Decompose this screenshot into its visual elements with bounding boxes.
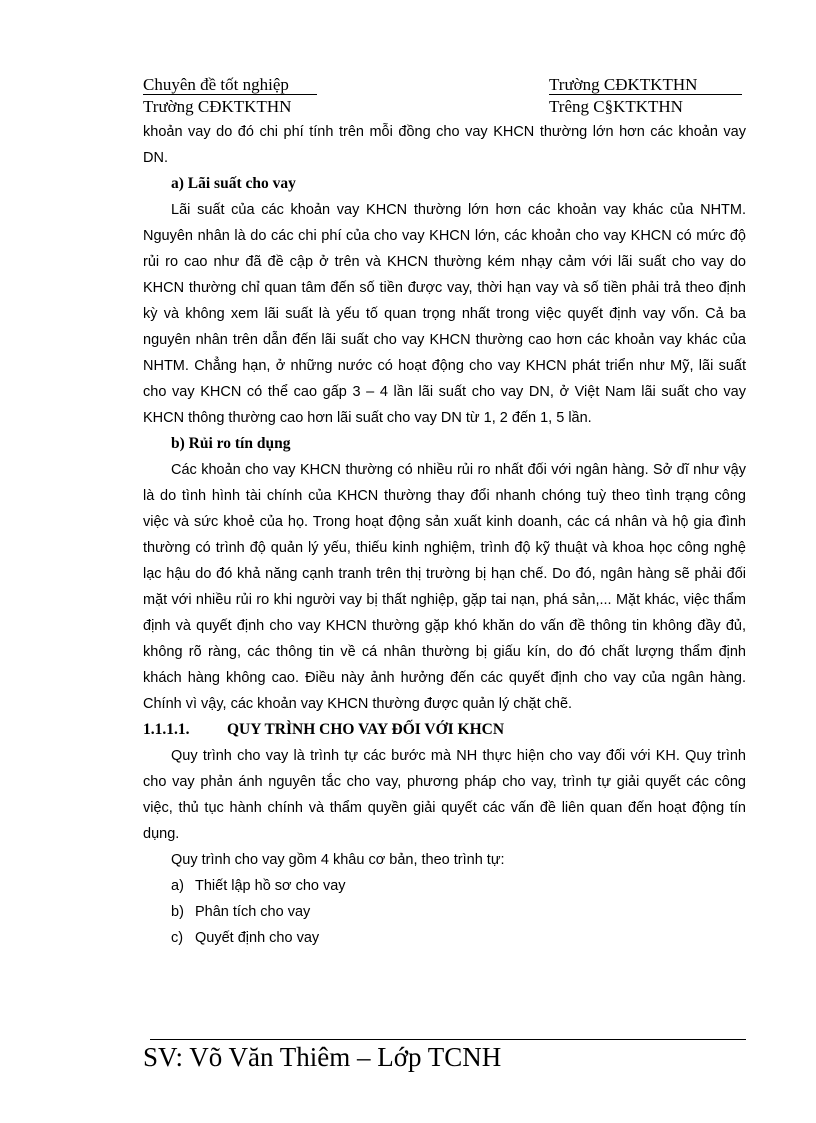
list-item — [143, 899, 746, 925]
header-underline-left — [143, 94, 317, 95]
list-item — [143, 925, 746, 951]
heading-interest-rate: a) Lãi suất cho vay — [171, 175, 296, 192]
header-underline-right — [549, 94, 742, 95]
list-marker: c) — [171, 930, 184, 946]
section-number: 1.1.1.1. — [143, 721, 190, 738]
header-school-name-2: Trường CĐKTKTHN — [143, 97, 292, 116]
section-heading — [143, 717, 746, 743]
paragraph-intro: khoản vay do đó chi phí tính trên mỗi đồng cho vay KHCN thường lớn hơn các khoản vay DN. — [143, 124, 746, 166]
paragraph-credit-risk: Các khoản cho vay KHCN thường có nhiều rủi ro nhất đối với ngân hàng. Sở dĩ như vậy là do tình hình tài chính của KHCN thường thay đổi nhanh chóng tuỳ theo tình trạng công việc và sức khoẻ của họ. Trong hoạt động sản xuất kinh doanh, các cá nhân và hộ gia đình thường có trình độ quản lý yếu, thiếu kinh nghiệm, trình độ kỹ thuật và khoa học công nghệ lạc hậu do đó khả năng cạnh tranh trên thị trường bị hạn chế. Do đó, ngân hàng sẽ phải đối mặt với nhiều rủi ro khi người vay bị thất nghiệp, gặp tai nạn, phá sản,... Mặt khác, việc thẩm định và quyết định cho vay KHCN thường gặp khó khăn do vấn đề thông tin không đầy đủ, không rõ ràng, các thông tin về cá nhân thường bị giấu kín, do đó chất lượng thẩm định khách hàng không cao. Điều này ảnh hưởng đến các quyết định cho vay của ngân hàng. Chính vì vậy, các khoản vay KHCN thường được quản lý chặt chẽ. — [143, 462, 746, 712]
list-marker: a) — [171, 878, 184, 894]
list-item-text: Quyết định cho vay — [195, 930, 320, 946]
footer-student-info: SV: Võ Văn Thiêm – Lớp TCNH — [143, 1042, 502, 1072]
header-school-name: Trường CĐKTKTHN — [549, 75, 698, 94]
list-item-text: Phân tích cho vay — [195, 904, 311, 920]
list-marker: b) — [171, 904, 184, 920]
header-line-1 — [143, 74, 743, 96]
paragraph-interest-rate: Lãi suất của các khoản vay KHCN thường lớn hơn các khoản vay khác của NHTM. Nguyên nhân là do các chi phí của cho vay KHCN lớn, các khoản cho vay KHCN có mức độ rủi ro cao như đã đề cập ở trên và KHCN thường kém nhạy cảm với lãi suất cho vay do KHCN thường chỉ quan tâm đến số tiền được vay, thời hạn vay và số tiền phải trả theo định kỳ và không xem lãi suất là yếu tố quan trọng nhất trong việc quyết định vay vốn. Cả ba nguyên nhân trên dẫn đến lãi suất cho vay KHCN thường cao hơn các khoản vay khác của NHTM. Chẳng hạn, ở những nước có hoạt động cho vay KHCN phát triển như Mỹ, lãi suất cho vay KHCN có thể cao gấp 3 – 4 lần lãi suất cho vay DN, ở Việt Nam lãi suất cho vay KHCN thông thường cao hơn lãi suất cho vay DN từ 1, 2 đến 1, 5 lần. — [143, 202, 746, 426]
header-thesis-title: Chuyên đề tốt nghiệp — [143, 75, 289, 94]
header-school-name-garbled: Trêng C§KTKTHN — [549, 97, 683, 116]
header-line-2 — [143, 96, 743, 118]
heading-credit-risk: b) Rủi ro tín dụng — [171, 435, 291, 452]
list-item — [143, 873, 746, 899]
list-item-text: Thiết lập hồ sơ cho vay — [195, 878, 346, 894]
section-title: QUY TRÌNH CHO VAY ĐỐI VỚI KHCN — [227, 721, 505, 738]
paragraph-process-definition: Quy trình cho vay là trình tự các bước mà NH thực hiện cho vay đối với KH. Quy trình cho vay phản ánh nguyên tắc cho vay, phương pháp cho vay, trình tự giải quyết các công việc, thủ tục hành chính và thẩm quyền giải quyết các vấn đề liên quan đến hoạt động tín dụng. — [143, 748, 746, 842]
document-body — [143, 119, 746, 951]
paragraph-process-steps-intro: Quy trình cho vay gồm 4 khâu cơ bản, theo trình tự: — [171, 852, 505, 868]
footer-divider — [150, 1039, 746, 1040]
